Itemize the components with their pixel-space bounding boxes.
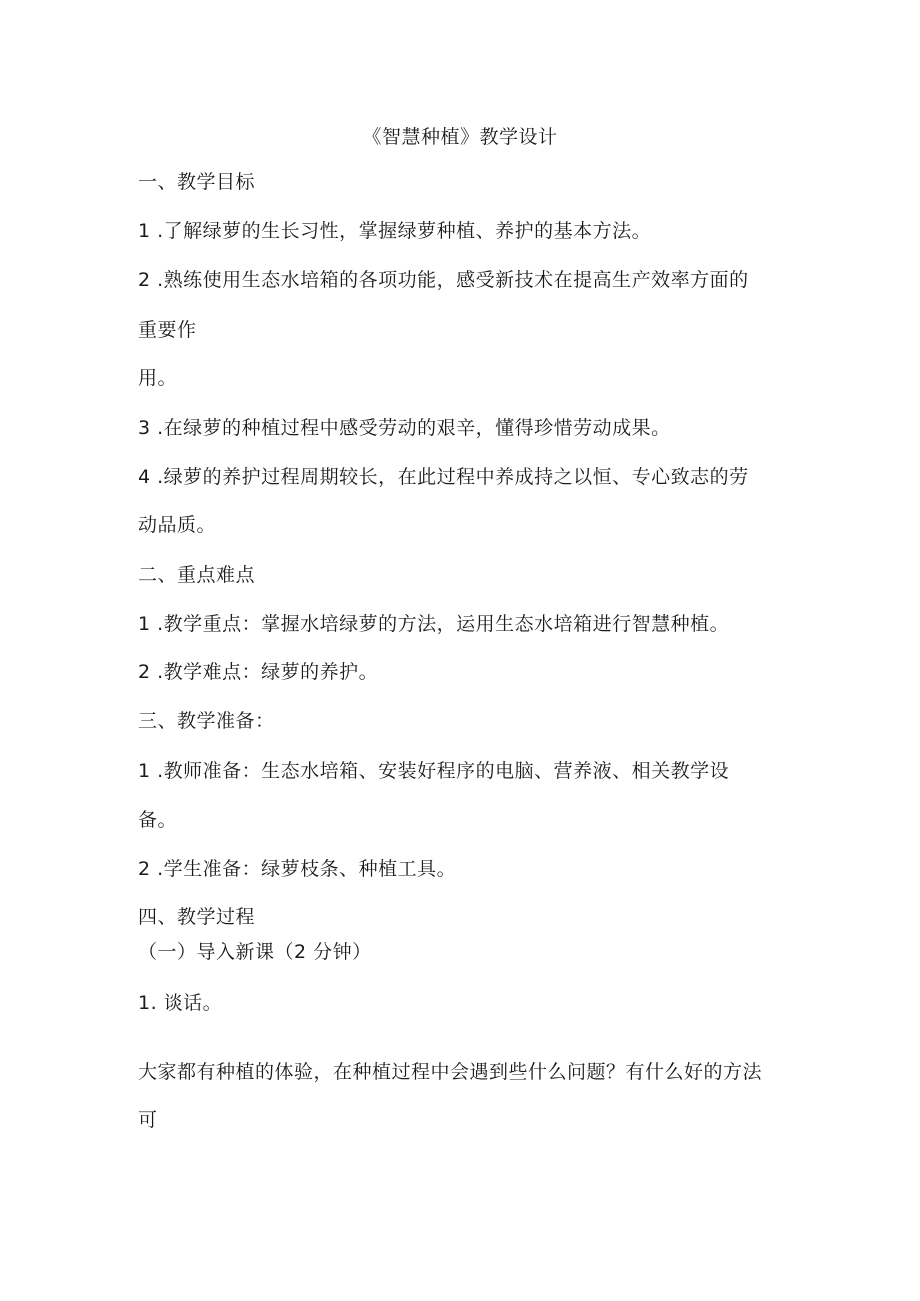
section-heading-key-points: 二、重点难点 [138, 564, 256, 586]
objective-item-1: 1 .了解绿萝的生长习性，掌握绿萝种植、养护的基本方法。 [138, 220, 652, 242]
preparation-item-1: 1 .教师准备：生态水培箱、安装好程序的电脑、营养液、相关教学设 [138, 760, 730, 782]
key-point-item-1: 1 .教学重点：掌握水培绿萝的方法，运用生态水培箱进行智慧种植。 [138, 613, 730, 635]
section-heading-objectives: 一、教学目标 [138, 171, 256, 193]
process-item-1: 1. 谈话。 [138, 992, 223, 1014]
objective-item-2: 2 .熟练使用生态水培箱的各项功能，感受新技术在提高生产效率方面的 [138, 269, 749, 291]
subsection-heading-introduction: （一）导入新课（2 分钟） [138, 941, 372, 963]
body-paragraph-continued: 可 [138, 1109, 158, 1131]
section-heading-process: 四、教学过程 [138, 906, 256, 928]
document-title: 《智慧种植》教学设计 [362, 126, 558, 148]
objective-item-2-end: 用。 [138, 367, 178, 389]
objective-item-2-continued: 重要作 [138, 319, 197, 341]
body-paragraph: 大家都有种植的体验，在种植过程中会遇到些什么问题？有什么好的方法 [138, 1061, 763, 1083]
objective-item-4-continued: 动品质。 [138, 514, 217, 536]
preparation-item-2: 2 .学生准备：绿萝枝条、种植工具。 [138, 858, 457, 880]
key-point-item-2: 2 .教学难点：绿萝的养护。 [138, 661, 379, 683]
objective-item-3: 3 .在绿萝的种植过程中感受劳动的艰辛，懂得珍惜劳动成果。 [138, 417, 671, 439]
objective-item-4: 4 .绿萝的养护过程周期较长，在此过程中养成持之以恒、专心致志的劳 [138, 466, 749, 488]
preparation-item-1-continued: 备。 [138, 809, 178, 831]
section-heading-preparation: 三、教学准备： [138, 710, 275, 732]
